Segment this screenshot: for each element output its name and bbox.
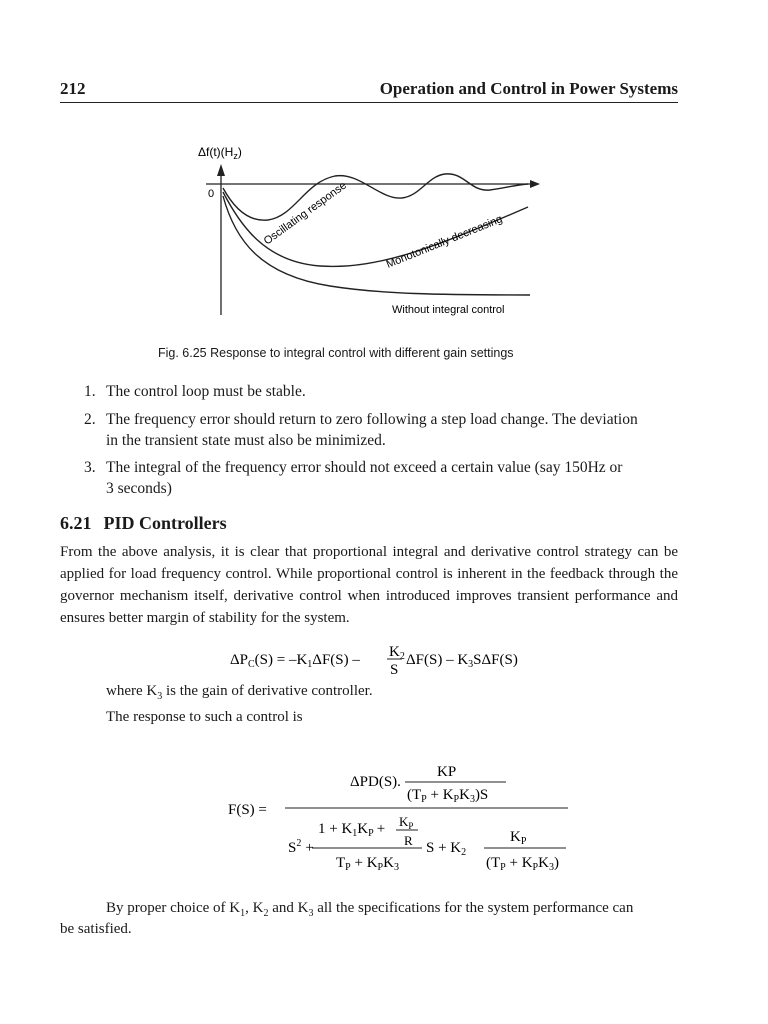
response-figure: [0, 0, 768, 330]
equation-1-line: [230, 644, 518, 678]
eq2-den-inner-a: $1 + K_1K_P$ +: [318, 821, 386, 839]
eq2-den-s2: $S^2$ +: [288, 838, 314, 856]
list-item: [84, 381, 678, 402]
list-number: 3.: [84, 459, 96, 476]
figure-caption: Fig. 6.25 Response to integral control with different gain settings: [158, 346, 514, 360]
without-integral-label: Without integral control: [392, 304, 505, 316]
monotonic-label: Monotonically decreasing: [384, 213, 505, 271]
list-text-line: The integral of the frequency error should not exceed a certain value (say 150Hz or: [106, 459, 623, 476]
list-item: [84, 409, 678, 451]
zero-label: 0: [208, 188, 215, 200]
eq2-den-bottom: $T_P + K_PK_3$: [336, 855, 399, 873]
response-line: The response to such a control is: [106, 709, 303, 725]
eq2-num-left: ΔPD(S).: [350, 774, 401, 790]
svg-text:ΔPC(S) = –K1ΔF(S) –: $\Delta P_C(S) = -K_1\Delta F(S)$ –: [230, 652, 360, 670]
y-axis-arrow-icon: [217, 164, 225, 176]
page-number: 212: [60, 79, 86, 98]
list-number: 2.: [84, 411, 96, 428]
eq2-den-right-num: $K_P$: [510, 829, 527, 847]
y-axis-label: $\Delta f(t)(H_z)$: [198, 145, 242, 161]
eq2-den-r: R: [404, 833, 413, 848]
svg-text:ΔF(S) – K3SΔF(S): $\Delta F(S) - K_3S\Delta F(S)$: [406, 652, 518, 670]
running-title: Operation and Control in Power Systems: [379, 79, 678, 98]
eq2-den-right-den: $(T_P + K_PK_3)$: [486, 855, 559, 873]
list-text-line: The frequency error should return to zero following a step load change. The deviation: [106, 411, 638, 428]
list-text: The control loop must be stable.: [106, 383, 306, 400]
list-text-line: 3 seconds): [106, 480, 172, 497]
final-paragraph-line-2: be satisfied.: [60, 921, 132, 937]
svg-text:K2: $K_2$: [389, 644, 405, 662]
x-axis-arrow-icon: [530, 180, 540, 188]
where-line: where $K_3$ is the gain of derivative controller.: [106, 683, 373, 702]
section-title: PID Controllers: [103, 513, 227, 533]
list-item: [84, 457, 678, 499]
svg-text:S: S: [390, 662, 399, 678]
section-number: 6.21: [60, 513, 92, 533]
list-text-line: in the transient state must also be minimized.: [106, 432, 386, 449]
body-paragraph: From the above analysis, it is clear that proportional integral and derivative control strategy can be applied for load frequency control. While proportional control is inherent in the feedback through the governor mechanism itself, derivative control when introduced improves transient performance and ensures better margin of stability for the system.: [60, 544, 678, 626]
eq2-num-bottom: $(T_P + K_PK_3)S$: [407, 787, 489, 805]
eq2-lhs: F(S) =: [228, 802, 267, 818]
section-heading: [60, 513, 227, 534]
list-number: 1.: [84, 383, 96, 400]
oscillating-label: Oscillating response: [261, 179, 349, 248]
eq2-den-s: $S + K_2$: [426, 840, 467, 858]
eq2-den-kp: $K_P$: [399, 814, 414, 831]
oscillating-response-curve: [223, 174, 528, 220]
final-paragraph-line-1: By proper choice of $K_1$, $K_2$ and $K_3$ all the specifications for the system performance can: [106, 900, 634, 919]
eq2-num-top: KP: [437, 764, 457, 780]
